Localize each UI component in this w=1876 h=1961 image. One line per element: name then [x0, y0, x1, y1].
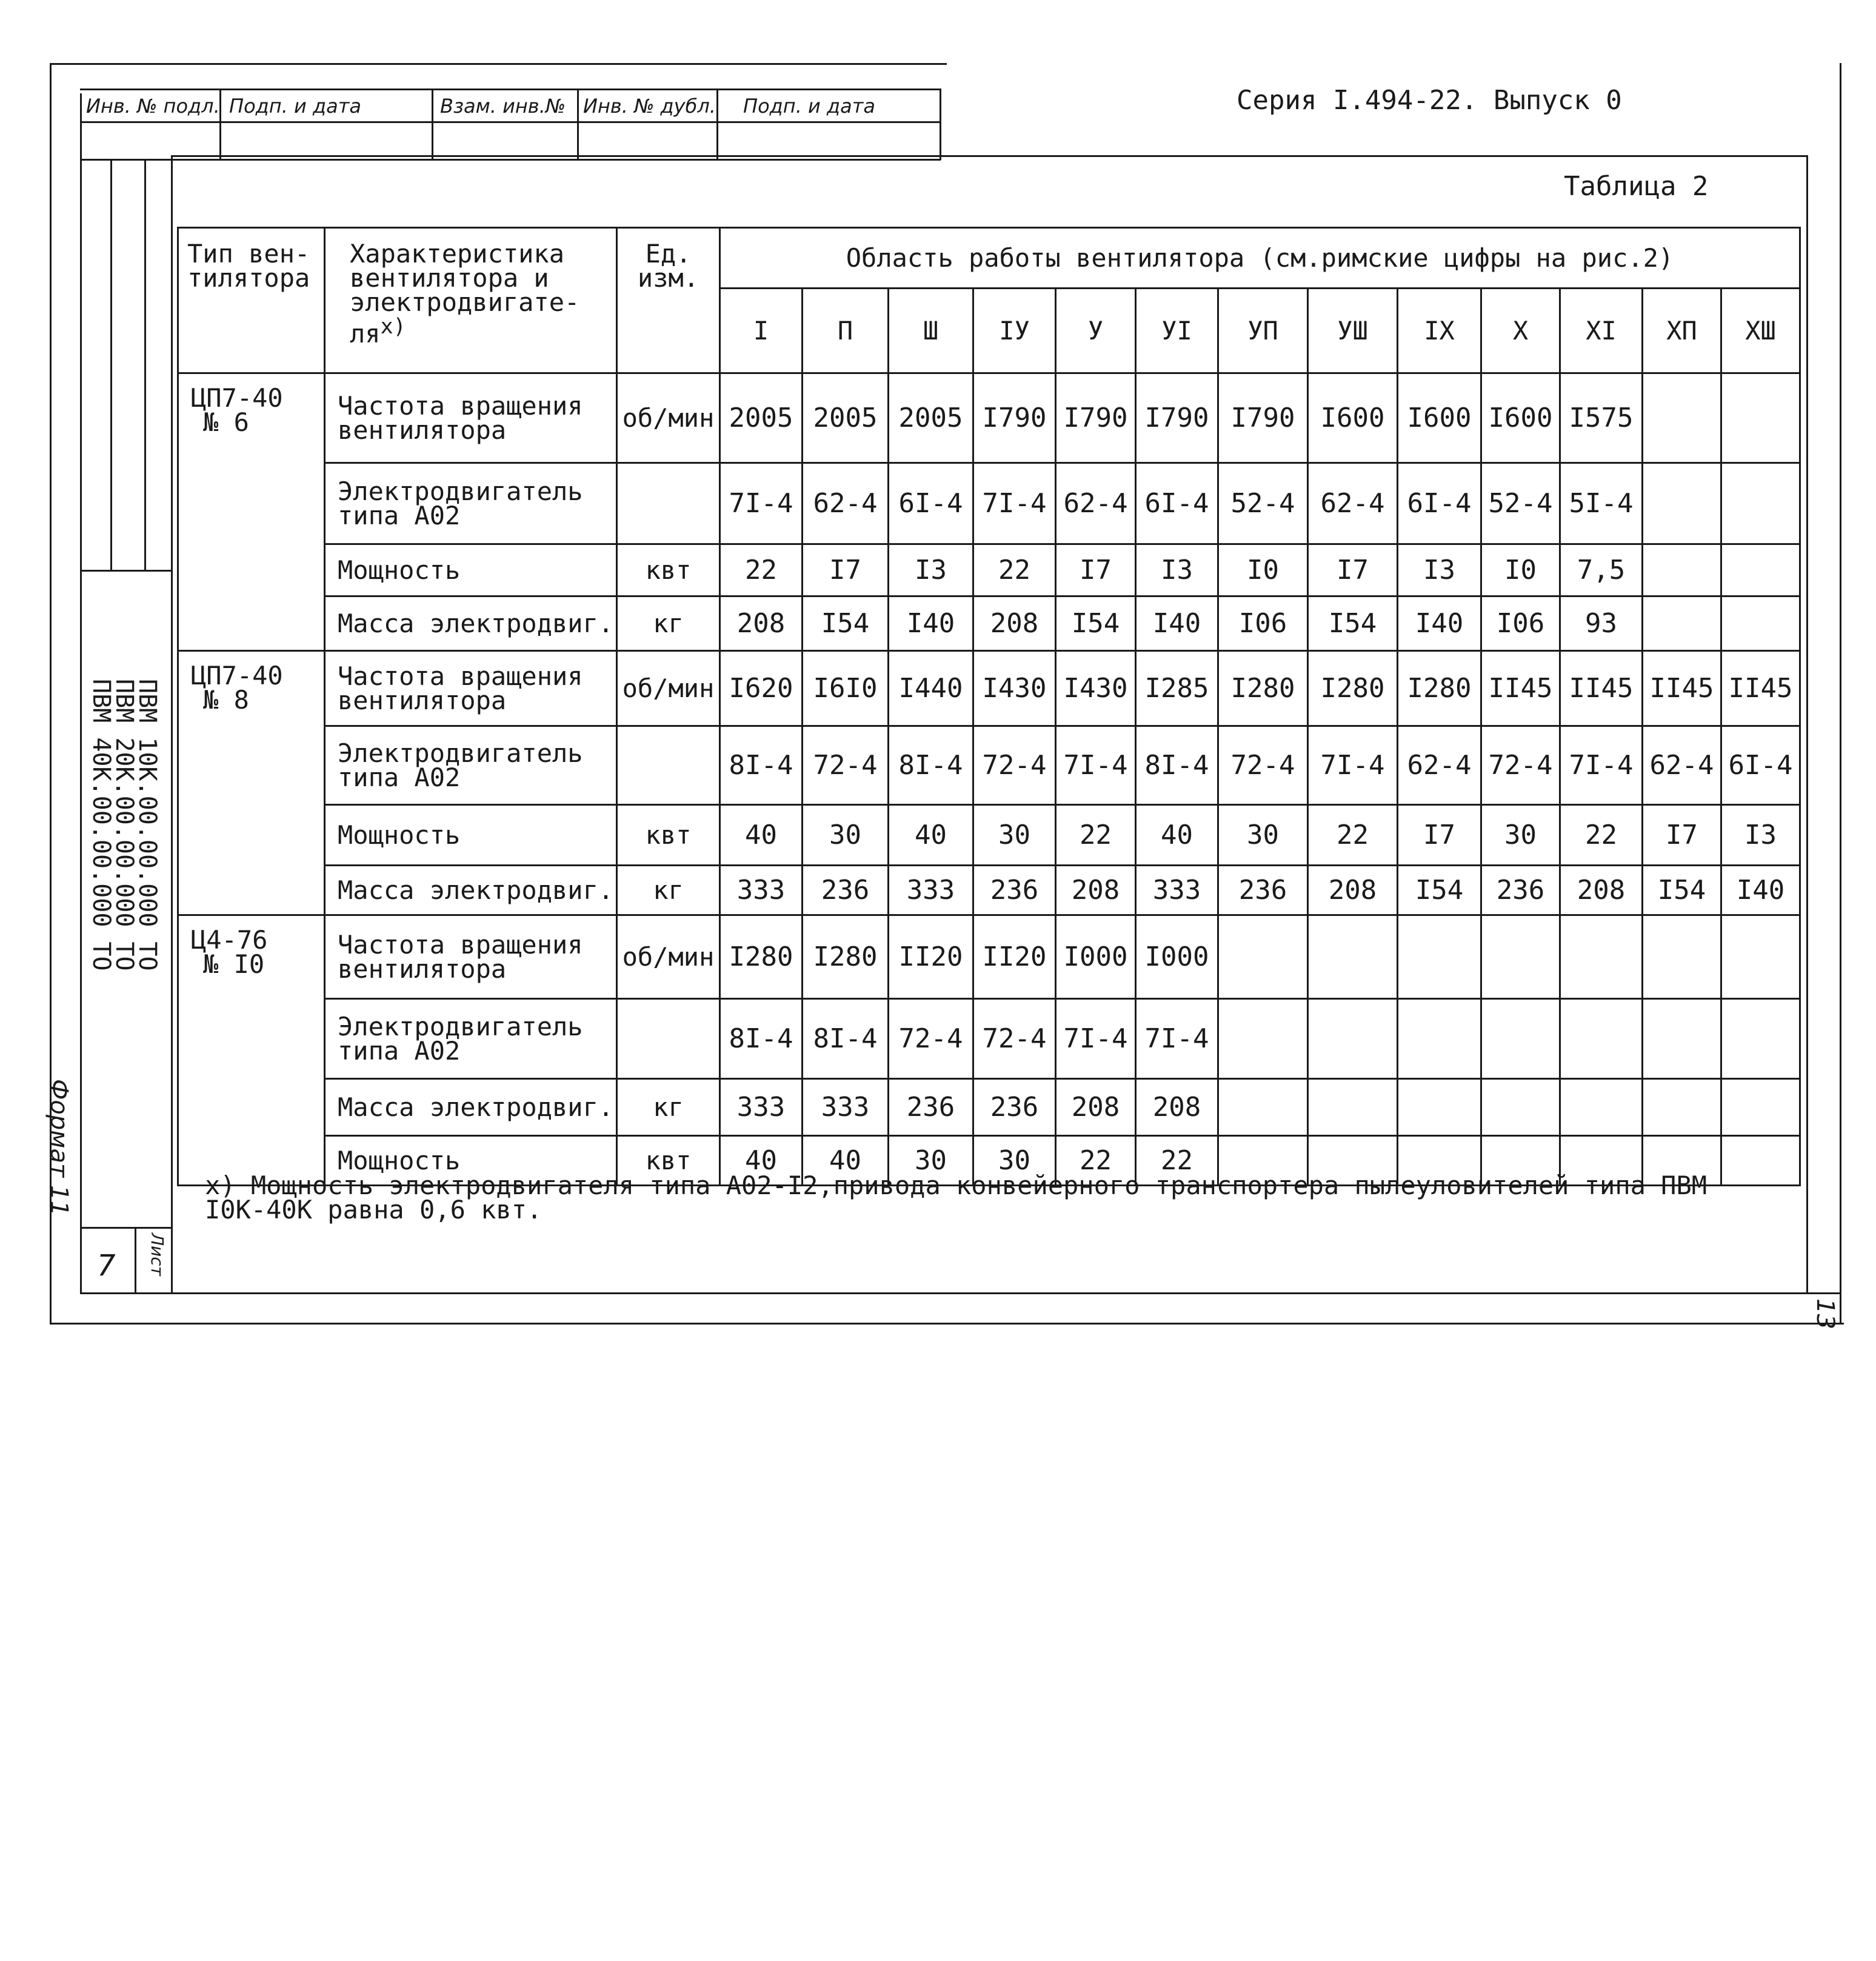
value-cell — [1721, 915, 1800, 999]
value-cell: I790 — [1136, 373, 1218, 463]
header-area: Область работы вентилятора (см.римские цифры на рис.2) — [720, 228, 1800, 289]
value-cell — [1643, 544, 1721, 596]
value-cell — [1481, 999, 1560, 1079]
value-cell: I0 — [1481, 544, 1560, 596]
value-cell: 40 — [720, 1136, 803, 1186]
value-cell: I3 — [1136, 544, 1218, 596]
header-char — [325, 228, 617, 373]
value-cell: 52-4 — [1481, 463, 1560, 544]
value-cell: 6I-4 — [1398, 463, 1481, 544]
value-cell: I600 — [1481, 373, 1560, 463]
row-label: Электродвигатель типа А02 — [325, 726, 617, 805]
value-cell: I06 — [1481, 596, 1560, 651]
value-cell: 22 — [1056, 1136, 1136, 1186]
value-cell: 30 — [803, 805, 889, 866]
value-cell: 40 — [720, 805, 803, 866]
value-cell — [1643, 999, 1721, 1079]
value-cell: 8I-4 — [720, 999, 803, 1079]
fan-type-line: № 8 — [203, 685, 249, 715]
value-cell — [1721, 463, 1800, 544]
value-cell: 236 — [889, 1079, 973, 1136]
frame-inner-bottom — [80, 1292, 1826, 1294]
stamp-podp-data-1: Подп. и дата — [229, 95, 361, 118]
value-cell: I790 — [1218, 373, 1308, 463]
value-cell: 208 — [1056, 1079, 1136, 1136]
value-cell — [1643, 463, 1721, 544]
value-cell — [1721, 1079, 1800, 1136]
value-cell: I790 — [1056, 373, 1136, 463]
value-cell: I280 — [1218, 651, 1308, 726]
value-cell — [1398, 915, 1481, 999]
value-cell: 7I-4 — [1136, 999, 1218, 1079]
value-cell: 22 — [1560, 805, 1643, 866]
area-header-9: IX — [1398, 289, 1481, 373]
value-cell: 62-4 — [1056, 463, 1136, 544]
stamp-podp-data-2: Подп. и дата — [743, 95, 875, 118]
value-cell: II20 — [973, 915, 1056, 999]
value-cell: II45 — [1481, 651, 1560, 726]
table-row — [178, 596, 1800, 651]
row-label: Мощность — [325, 544, 617, 596]
value-cell: 333 — [720, 1079, 803, 1136]
row-label: Мощность — [325, 805, 617, 866]
area-header-1: I — [720, 289, 803, 373]
value-cell: I430 — [973, 651, 1056, 726]
fan-type-line: Ц4-76 — [191, 925, 268, 955]
page-number: 13 — [1811, 1298, 1839, 1329]
value-cell: 6I-4 — [889, 463, 973, 544]
row-unit: об/мин — [617, 651, 720, 726]
table-row — [178, 463, 1800, 544]
frame-main-top — [171, 155, 1808, 157]
area-header-6: УI — [1136, 289, 1218, 373]
format-label: Формат 11 — [45, 1079, 73, 1216]
value-cell — [1721, 596, 1800, 651]
value-cell: I430 — [1056, 651, 1136, 726]
value-cell: 208 — [1560, 866, 1643, 915]
value-cell: 22 — [720, 544, 803, 596]
value-cell: 30 — [973, 1136, 1056, 1186]
value-cell: I000 — [1136, 915, 1218, 999]
value-cell: 93 — [1560, 596, 1643, 651]
value-cell — [1643, 596, 1721, 651]
value-cell: I280 — [1308, 651, 1398, 726]
value-cell: I40 — [889, 596, 973, 651]
value-cell: 62-4 — [803, 463, 889, 544]
value-cell: 22 — [973, 544, 1056, 596]
frame-inner-left — [80, 93, 82, 1292]
value-cell: I3 — [1721, 805, 1800, 866]
value-cell: 40 — [803, 1136, 889, 1186]
value-cell — [1398, 1079, 1481, 1136]
footnote: х) Мощность электродвигателя типа А02-I2,привода конвейерного транспортера пылеуловителей типа ПВМ I0К-40К равна 0,6 квт. — [205, 1171, 1707, 1224]
value-cell — [1218, 915, 1308, 999]
value-cell — [1481, 915, 1560, 999]
area-header-3: Ш — [889, 289, 973, 373]
row-unit: кг — [617, 1079, 720, 1136]
row-label: Частота вращения вентилятора — [325, 651, 617, 726]
value-cell: I06 — [1218, 596, 1308, 651]
side-code-3: ПВМ 40К.00.00.000 ТО — [87, 679, 115, 971]
value-cell: 30 — [1218, 805, 1308, 866]
row-unit — [617, 463, 720, 544]
value-cell: 236 — [803, 866, 889, 915]
table-row — [178, 805, 1800, 866]
value-cell: 62-4 — [1308, 463, 1398, 544]
side-code-2: ПВМ 20К.00.00.000 ТО — [110, 679, 138, 971]
value-cell — [1721, 373, 1800, 463]
value-cell: 62-4 — [1643, 726, 1721, 805]
row-label: Мощность — [325, 1136, 617, 1186]
value-cell: I6I0 — [803, 651, 889, 726]
fan-type-line: № I0 — [203, 949, 265, 979]
header-char-text: Характеристика вентилятора и электродвигате-ля — [350, 239, 580, 349]
value-cell: I3 — [1398, 544, 1481, 596]
value-cell: I40 — [1136, 596, 1218, 651]
frame-top-left — [50, 63, 947, 65]
value-cell: 72-4 — [1481, 726, 1560, 805]
table-row — [178, 544, 1800, 596]
area-header-8: УШ — [1308, 289, 1398, 373]
value-cell — [1560, 1079, 1643, 1136]
value-cell — [1398, 999, 1481, 1079]
value-cell: I3 — [889, 544, 973, 596]
value-cell: 40 — [889, 805, 973, 866]
data-table — [177, 227, 1801, 1186]
value-cell: I620 — [720, 651, 803, 726]
row-label: Частота вращения вентилятора — [325, 915, 617, 999]
value-cell: I7 — [1308, 544, 1398, 596]
value-cell: I285 — [1136, 651, 1218, 726]
area-header-13: XШ — [1721, 289, 1800, 373]
value-cell: 2005 — [889, 373, 973, 463]
value-cell: I54 — [1398, 866, 1481, 915]
value-cell: 7I-4 — [1560, 726, 1643, 805]
row-unit — [617, 999, 720, 1079]
value-cell: 236 — [1218, 866, 1308, 915]
value-cell: 22 — [1308, 805, 1398, 866]
value-cell: 333 — [1136, 866, 1218, 915]
value-cell — [1218, 999, 1308, 1079]
value-cell: 236 — [973, 1079, 1056, 1136]
row-label: Электродвигатель типа А02 — [325, 999, 617, 1079]
value-cell: I40 — [1398, 596, 1481, 651]
table-row — [178, 999, 1800, 1079]
value-cell: 236 — [973, 866, 1056, 915]
value-cell: 8I-4 — [889, 726, 973, 805]
value-cell: 7,5 — [1560, 544, 1643, 596]
frame-main-right — [1806, 155, 1808, 1294]
value-cell: 333 — [720, 866, 803, 915]
row-unit — [617, 726, 720, 805]
value-cell — [1218, 1079, 1308, 1136]
area-header-12: XП — [1643, 289, 1721, 373]
row-unit: об/мин — [617, 915, 720, 999]
table-row — [178, 866, 1800, 915]
value-cell — [1308, 1079, 1398, 1136]
value-cell: 72-4 — [973, 999, 1056, 1079]
stamp-vzam-inv: Взам. инв.№ — [440, 95, 566, 118]
value-cell: I600 — [1398, 373, 1481, 463]
area-header-5: У — [1056, 289, 1136, 373]
value-cell: 2005 — [720, 373, 803, 463]
value-cell: 236 — [1481, 866, 1560, 915]
value-cell: 2005 — [803, 373, 889, 463]
value-cell — [1643, 373, 1721, 463]
row-unit: кг — [617, 596, 720, 651]
row-label: Частота вращения вентилятора — [325, 373, 617, 463]
value-cell: 208 — [973, 596, 1056, 651]
row-label: Масса электродвиг. — [325, 596, 617, 651]
value-cell: 333 — [803, 1079, 889, 1136]
series-title: Серия I.494-22. Выпуск 0 — [1237, 85, 1622, 116]
value-cell: I54 — [1643, 866, 1721, 915]
value-cell: I7 — [1643, 805, 1721, 866]
sheet-label: Лист — [147, 1233, 167, 1276]
table-row — [178, 651, 1800, 726]
value-cell: II20 — [889, 915, 973, 999]
value-cell: 30 — [973, 805, 1056, 866]
table-row — [178, 373, 1800, 463]
value-cell: I000 — [1056, 915, 1136, 999]
value-cell: I280 — [803, 915, 889, 999]
value-cell: I0 — [1218, 544, 1308, 596]
value-cell: 8I-4 — [1136, 726, 1218, 805]
value-cell — [1643, 915, 1721, 999]
fan-type-line: ЦП7-40 — [191, 383, 283, 413]
value-cell: 72-4 — [803, 726, 889, 805]
row-label: Электродвигатель типа А02 — [325, 463, 617, 544]
stamp-inv-podl: Инв. № подл. — [86, 95, 220, 118]
value-cell — [1308, 999, 1398, 1079]
value-cell — [1721, 544, 1800, 596]
stamp-inv-dubl: Инв. № дубл. — [583, 95, 716, 118]
value-cell: 208 — [720, 596, 803, 651]
value-cell: I54 — [803, 596, 889, 651]
value-cell: 8I-4 — [803, 999, 889, 1079]
value-cell: I7 — [803, 544, 889, 596]
value-cell: 62-4 — [1398, 726, 1481, 805]
value-cell — [1643, 1079, 1721, 1136]
frame-bottom — [50, 1323, 1844, 1325]
value-cell: 72-4 — [1218, 726, 1308, 805]
frame-main-left — [171, 155, 173, 1294]
fan-type-line: ЦП7-40 — [191, 661, 283, 690]
header-char-mark: х) — [380, 315, 406, 339]
value-cell: 7I-4 — [720, 463, 803, 544]
value-cell: I440 — [889, 651, 973, 726]
value-cell: I7 — [1056, 544, 1136, 596]
value-cell — [1560, 999, 1643, 1079]
fan-type — [178, 651, 325, 915]
value-cell: 208 — [1136, 1079, 1218, 1136]
header-type: Тип вен-тилятора — [178, 228, 325, 373]
value-cell: 22 — [1056, 805, 1136, 866]
table-row — [178, 726, 1800, 805]
value-cell — [1308, 915, 1398, 999]
fan-type — [178, 373, 325, 651]
value-cell: II45 — [1643, 651, 1721, 726]
value-cell: 30 — [889, 1136, 973, 1186]
side-code-1: ПВМ 10К.00.00.000 ТО — [133, 679, 161, 971]
value-cell: I54 — [1308, 596, 1398, 651]
row-unit: квт — [617, 544, 720, 596]
value-cell: I54 — [1056, 596, 1136, 651]
value-cell: I7 — [1398, 805, 1481, 866]
fan-type — [178, 915, 325, 1186]
value-cell: 30 — [1481, 805, 1560, 866]
value-cell: I790 — [973, 373, 1056, 463]
value-cell: 72-4 — [973, 726, 1056, 805]
area-header-4: IУ — [973, 289, 1056, 373]
value-cell: 208 — [1308, 866, 1398, 915]
frame-right-outer — [1840, 63, 1841, 1324]
row-unit: квт — [617, 805, 720, 866]
value-cell: I280 — [1398, 651, 1481, 726]
value-cell — [1560, 915, 1643, 999]
value-cell: I600 — [1308, 373, 1398, 463]
value-cell: 333 — [889, 866, 973, 915]
area-header-7: УП — [1218, 289, 1308, 373]
value-cell — [1721, 999, 1800, 1079]
header-unit: Ед. изм. — [617, 228, 720, 373]
table-row — [178, 915, 1800, 999]
table-row — [178, 1079, 1800, 1136]
value-cell: I40 — [1721, 866, 1800, 915]
frame-corner-top — [1806, 1292, 1841, 1294]
area-header-11: XI — [1560, 289, 1643, 373]
row-label: Масса электродвиг. — [325, 866, 617, 915]
value-cell: 52-4 — [1218, 463, 1308, 544]
value-cell: 22 — [1136, 1136, 1218, 1186]
fan-type-line: № 6 — [203, 407, 249, 437]
value-cell: I280 — [720, 915, 803, 999]
value-cell: 8I-4 — [720, 726, 803, 805]
area-header-2: П — [803, 289, 889, 373]
value-cell: 6I-4 — [1136, 463, 1218, 544]
value-cell: 7I-4 — [973, 463, 1056, 544]
value-cell: 6I-4 — [1721, 726, 1800, 805]
row-unit: квт — [617, 1136, 720, 1186]
value-cell: 40 — [1136, 805, 1218, 866]
row-unit: кг — [617, 866, 720, 915]
value-cell: 7I-4 — [1056, 726, 1136, 805]
value-cell: I575 — [1560, 373, 1643, 463]
value-cell: 7I-4 — [1056, 999, 1136, 1079]
value-cell: 208 — [1056, 866, 1136, 915]
value-cell: 7I-4 — [1308, 726, 1398, 805]
row-label: Масса электродвиг. — [325, 1079, 617, 1136]
value-cell: 5I-4 — [1560, 463, 1643, 544]
value-cell: 72-4 — [889, 999, 973, 1079]
value-cell — [1481, 1079, 1560, 1136]
value-cell: II45 — [1560, 651, 1643, 726]
table-label: Таблица 2 — [1564, 171, 1709, 202]
row-unit: об/мин — [617, 373, 720, 463]
value-cell: II45 — [1721, 651, 1800, 726]
area-header-10: X — [1481, 289, 1560, 373]
sheet-number: 7 — [97, 1249, 116, 1283]
